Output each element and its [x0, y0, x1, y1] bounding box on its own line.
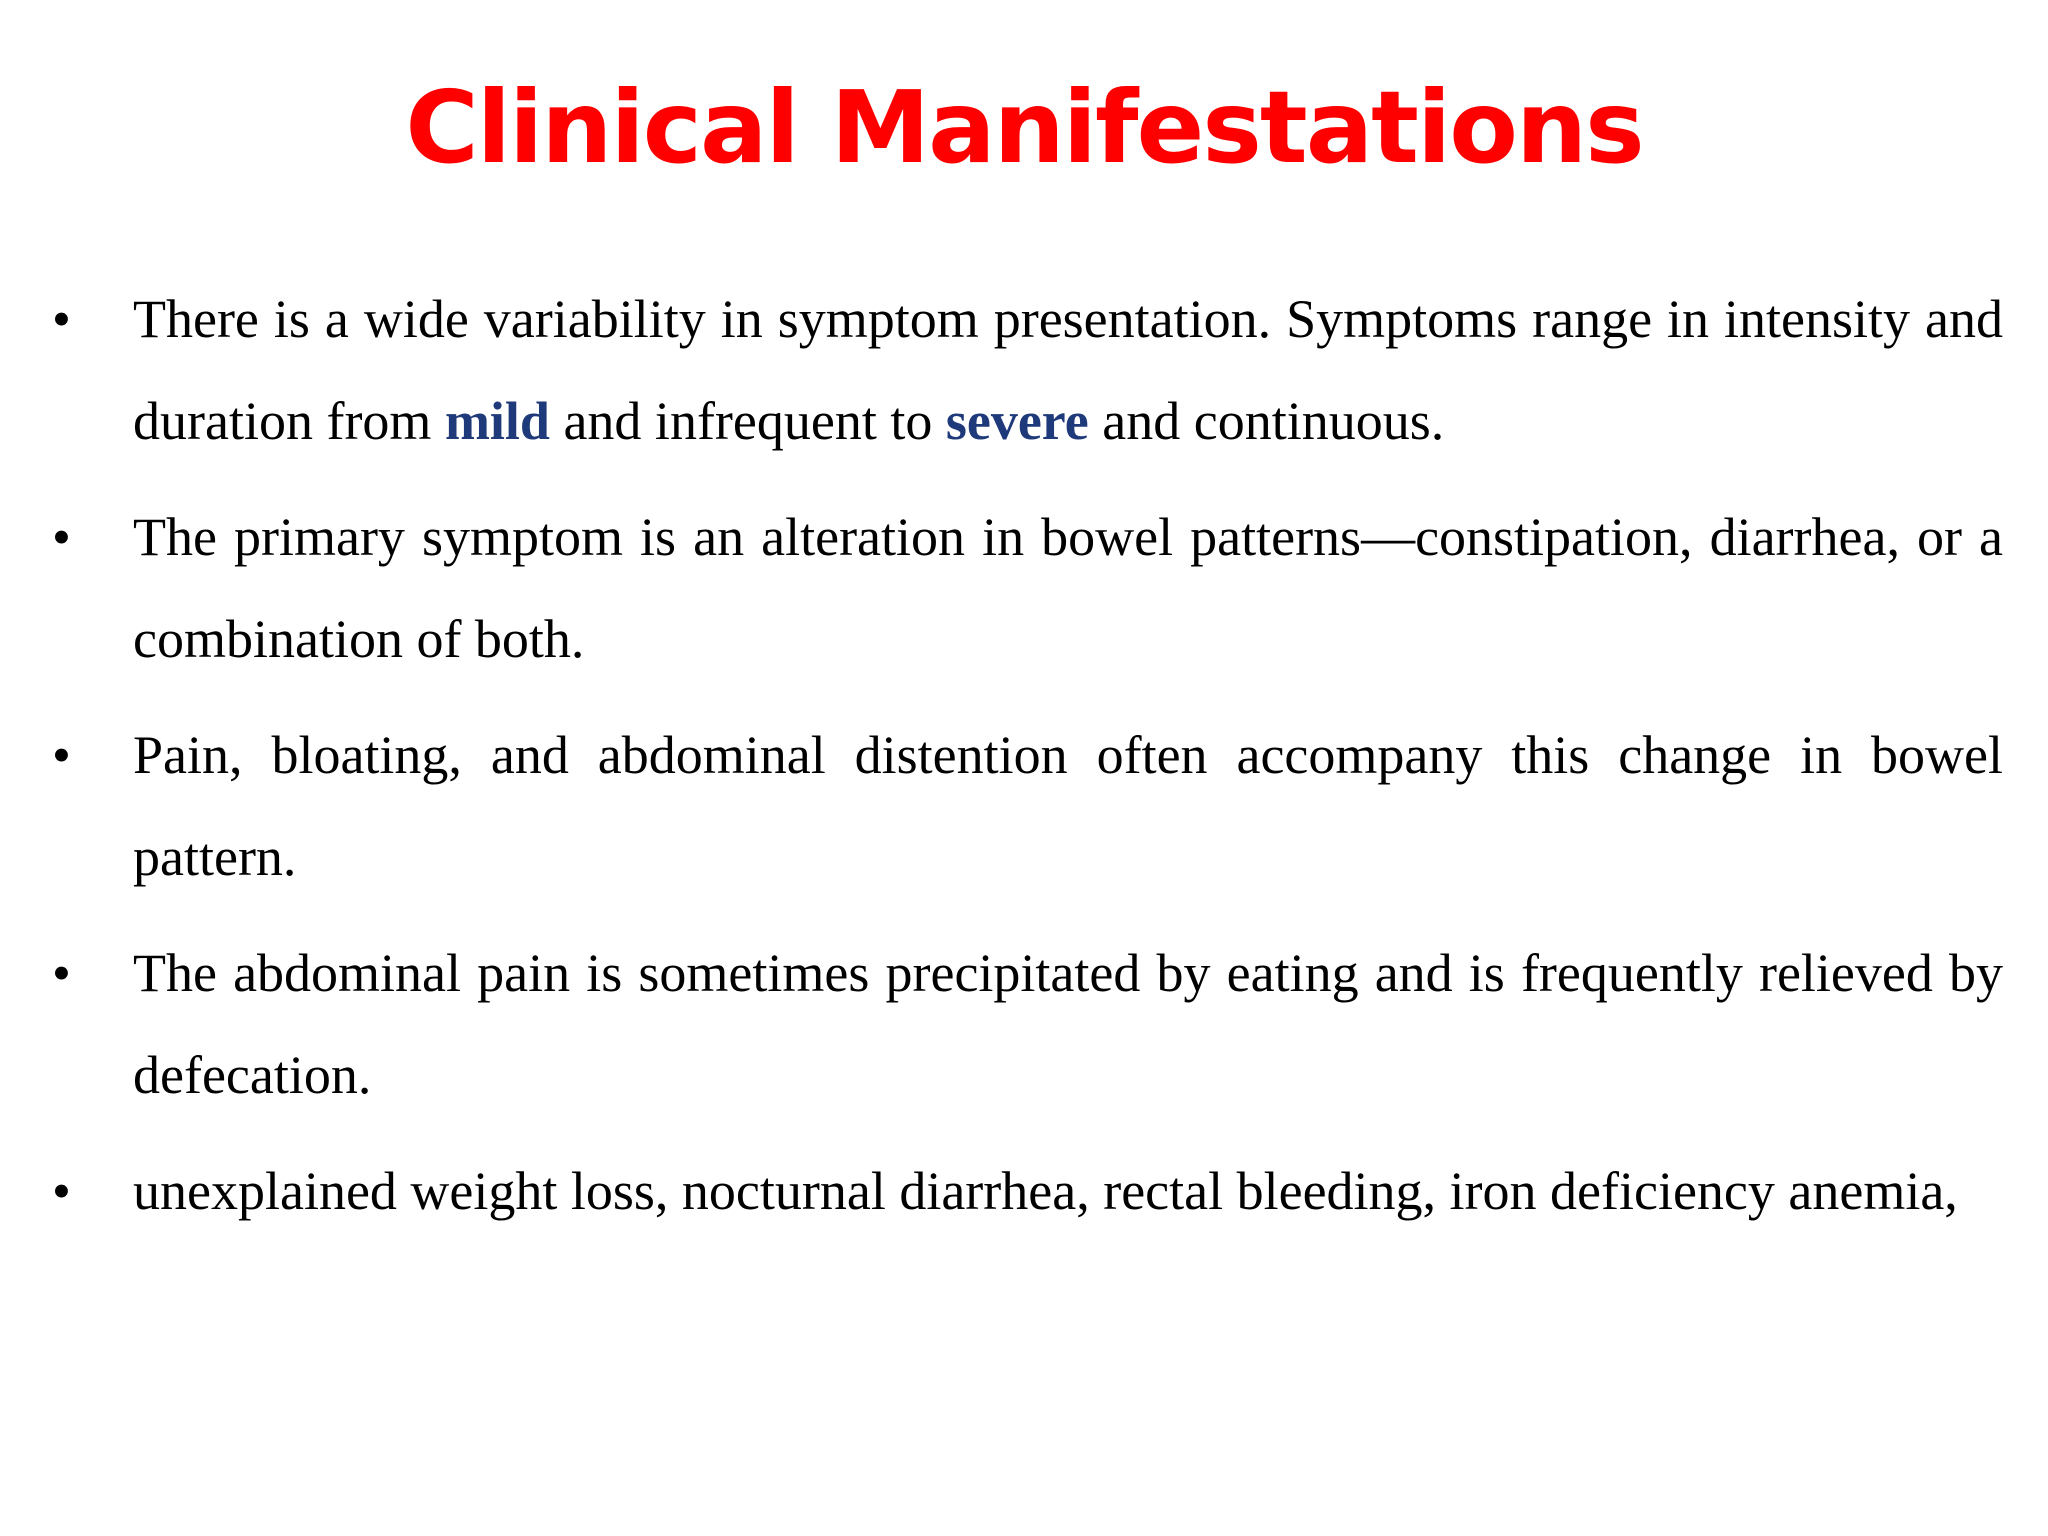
bullet-icon: •	[52, 1161, 71, 1221]
highlight-mild: mild	[444, 391, 550, 451]
bullet-1-text-middle: and infrequent to	[549, 391, 946, 451]
bullet-text-1	[133, 268, 2003, 472]
bullet-text-5: unexplained weight loss, nocturnal diarrhea, rectal bleeding, iron deficiency anemia,	[133, 1161, 1958, 1221]
bullet-icon: •	[52, 507, 71, 567]
bullet-item-5	[0, 1140, 2048, 1242]
bullet-text-3: Pain, bloating, and abdominal distention often accompany this change in bowel pattern.	[133, 725, 2003, 887]
bullet-1-text-start: There is a wide variability in symptom presentation. Symptoms range in intensity and duration from	[133, 289, 2003, 451]
bullet-item-4	[0, 922, 2048, 1126]
bullet-text-4: The abdominal pain is sometimes precipitated by eating and is frequently relieved by defecation.	[133, 943, 2003, 1105]
bullet-item-3	[0, 704, 2048, 908]
bullet-text-2: The primary symptom is an alteration in bowel patterns—constipation, diarrhea, or a combination of both.	[133, 507, 2003, 669]
bullet-item-1	[0, 268, 2048, 472]
bullet-1-text-end: and continuous.	[1088, 391, 1445, 451]
bullet-icon: •	[52, 943, 71, 1003]
bullet-item-2	[0, 486, 2048, 690]
bullet-list	[0, 268, 2048, 1256]
bullet-icon: •	[52, 725, 71, 785]
bullet-icon: •	[52, 289, 71, 349]
highlight-severe: severe	[945, 391, 1089, 451]
slide-title: Clinical Manifestations	[405, 69, 1643, 186]
